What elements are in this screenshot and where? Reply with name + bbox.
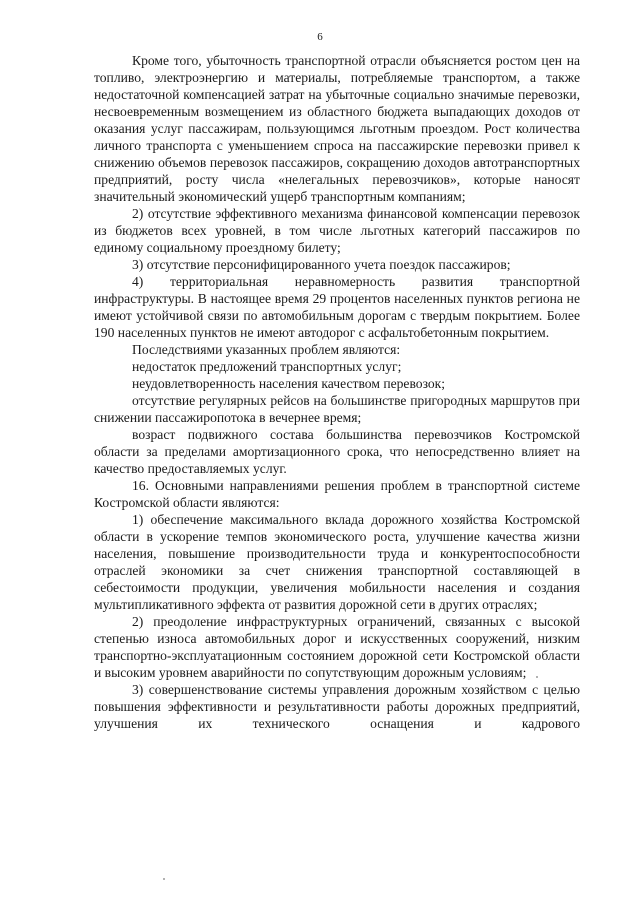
paragraph-consequence-routes: отсутствие регулярных рейсов на большинстве пригородных маршрутов при снижении пассажиропотока в вечернее время; xyxy=(94,393,580,425)
paragraph-direction-1: 1) обеспечение максимального вклада дорожного хозяйства Костромской области в ускорение темпов экономического роста, улучшение качества жизни населения, повышение производительности труда и конкурентоспособности отраслей экономики за счет снижения транспортной составляющей в себестоимости продукции, увеличения мобильности населения и создания мультипликативного эффекта от развития дорожной сети в других отраслях; xyxy=(94,512,580,612)
paragraph-consequences-intro: Последствиями указанных проблем являются: xyxy=(132,342,401,357)
paragraph-section-16-intro: 16. Основными направлениями решения проблем в транспортной системе Костромской области являются: xyxy=(94,478,580,510)
paragraph-consequence-dissatisfaction: неудовлетворенность населения качеством перевозок; xyxy=(132,376,446,391)
document-body xyxy=(94,52,580,732)
page-number: 6 xyxy=(317,31,323,43)
paragraph-direction-3: 3) совершенствование системы управления дорожным хозяйством с целью повышения эффективности и результативности работы дорожных предприятий, улучшения их технического оснащения и кадрового xyxy=(94,682,580,731)
paragraph-consequence-offers: недостаток предложений транспортных услуг; xyxy=(132,359,402,374)
paragraph-consequence-fleet-age: возраст подвижного состава большинства перевозчиков Костромской области за пределами амортизационного срока, что непосредственно влияет на качество предоставляемых услуг. xyxy=(94,427,580,476)
paragraph-item-4-infrastructure: 4) территориальная неравномерность развития транспортной инфраструктуры. В настоящее время 29 процентов населенных пунктов региона не имеют устойчивой связи по автомобильным дорогам с твердым покрытием. Более 190 населенных пунктов не имеют автодорог с асфальтобетонным покрытием. xyxy=(94,274,580,340)
paragraph-item-3-accounting: 3) отсутствие персонифицированного учета поездок пассажиров; xyxy=(132,257,511,272)
scan-speck xyxy=(536,676,538,678)
paragraph-item-2-compensation: 2) отсутствие эффективного механизма финансовой компенсации перевозок из бюджетов всех уровней, в том числе льготных категорий пассажиров по единому социальному проездному билету; xyxy=(94,206,580,255)
paragraph-direction-2: 2) преодоление инфраструктурных ограничений, связанных с высокой степенью износа автомобильных дорог и искусственных сооружений, низким транспортно-эксплуатационным состоянием дорожной сети Костромской области и высоким уровнем аварийности по сопутствующим дорожным условиям; xyxy=(94,614,580,680)
paragraph-transport-losses: Кроме того, убыточность транспортной отрасли объясняется ростом цен на топливо, электроэнергию и материалы, потребляемые транспортом, а также недостаточной компенсацией затрат на убыточные социально значимые перевозки, несвоевременным возмещением из областного бюджета выпадающих доходов от оказания услуг пассажирам, пользующимся льготным проездом. Рост количества личного транспорта с уменьшением спроса на пассажирские перевозки привел к снижению объемов перевозок пассажиров, сокращению доходов автотранспортных предприятий, росту числа «нелегальных перевозчиков», которые наносят значительный экономический ущерб транспортным компаниям; xyxy=(94,53,580,204)
scan-speck xyxy=(163,878,165,880)
